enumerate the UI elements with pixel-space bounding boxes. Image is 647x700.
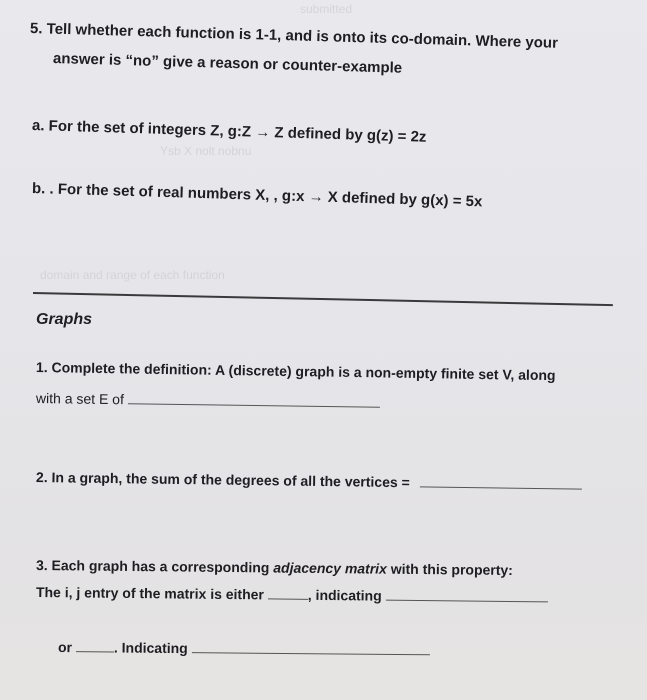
q3-line-3-text-b: . Indicating [113,639,188,657]
graphs-question-3-line-1 [36,557,513,578]
q3-line-2-text-a: The i, j entry of the matrix is either [35,584,265,603]
question-5-part-a: a. For the set of integers Z, g:Z → Z defined by g(z) = 2z [31,117,427,146]
graphs-question-2 [36,469,582,493]
section-divider [33,292,613,306]
q3-italic-term: adjacency matrix [273,559,387,577]
q3-first-meaning-blank[interactable] [386,600,548,603]
graphs-question-3-line-2 [36,584,548,605]
question-5-line-1: 5. Tell whether each function is 1-1, and is onto its co-domain. Where your [29,20,559,52]
q3-line-3-text-a: or [57,639,73,656]
q3-second-value-blank[interactable] [76,651,114,652]
graphs-question-1-line-1: 1. Complete the definition: A (discrete) graph is a non-empty finite set V, along [35,359,556,384]
graphs-question-3-line-3 [58,639,430,658]
q1-answer-blank[interactable] [128,403,380,408]
q2-answer-blank[interactable] [420,486,582,489]
q1-line-2-text: with a set E of [35,390,125,408]
section-heading-graphs: Graphs [36,311,93,328]
bleed-through-text: Ysb X nolt nobnu [160,144,252,158]
q3-second-meaning-blank[interactable] [192,652,430,655]
question-5-line-2: answer is “no” give a reason or counter-example [52,50,403,77]
q2-text: 2. In a graph, the sum of the degrees of all the vertices = [35,469,410,491]
q3-prefix: 3. Each graph has a corresponding [35,557,274,576]
bleed-through-text: submitted [300,2,353,16]
q3-first-value-blank[interactable] [268,598,308,599]
q3-line-2-text-b: , indicating [307,586,382,604]
bleed-through-text: domain and range of each function [40,268,225,282]
q3-suffix: with this property: [386,560,513,578]
graphs-question-1-line-2 [36,390,380,411]
question-5-part-b: b. . For the set of real numbers X, , g:x → X defined by g(x) = 5x [31,180,483,211]
